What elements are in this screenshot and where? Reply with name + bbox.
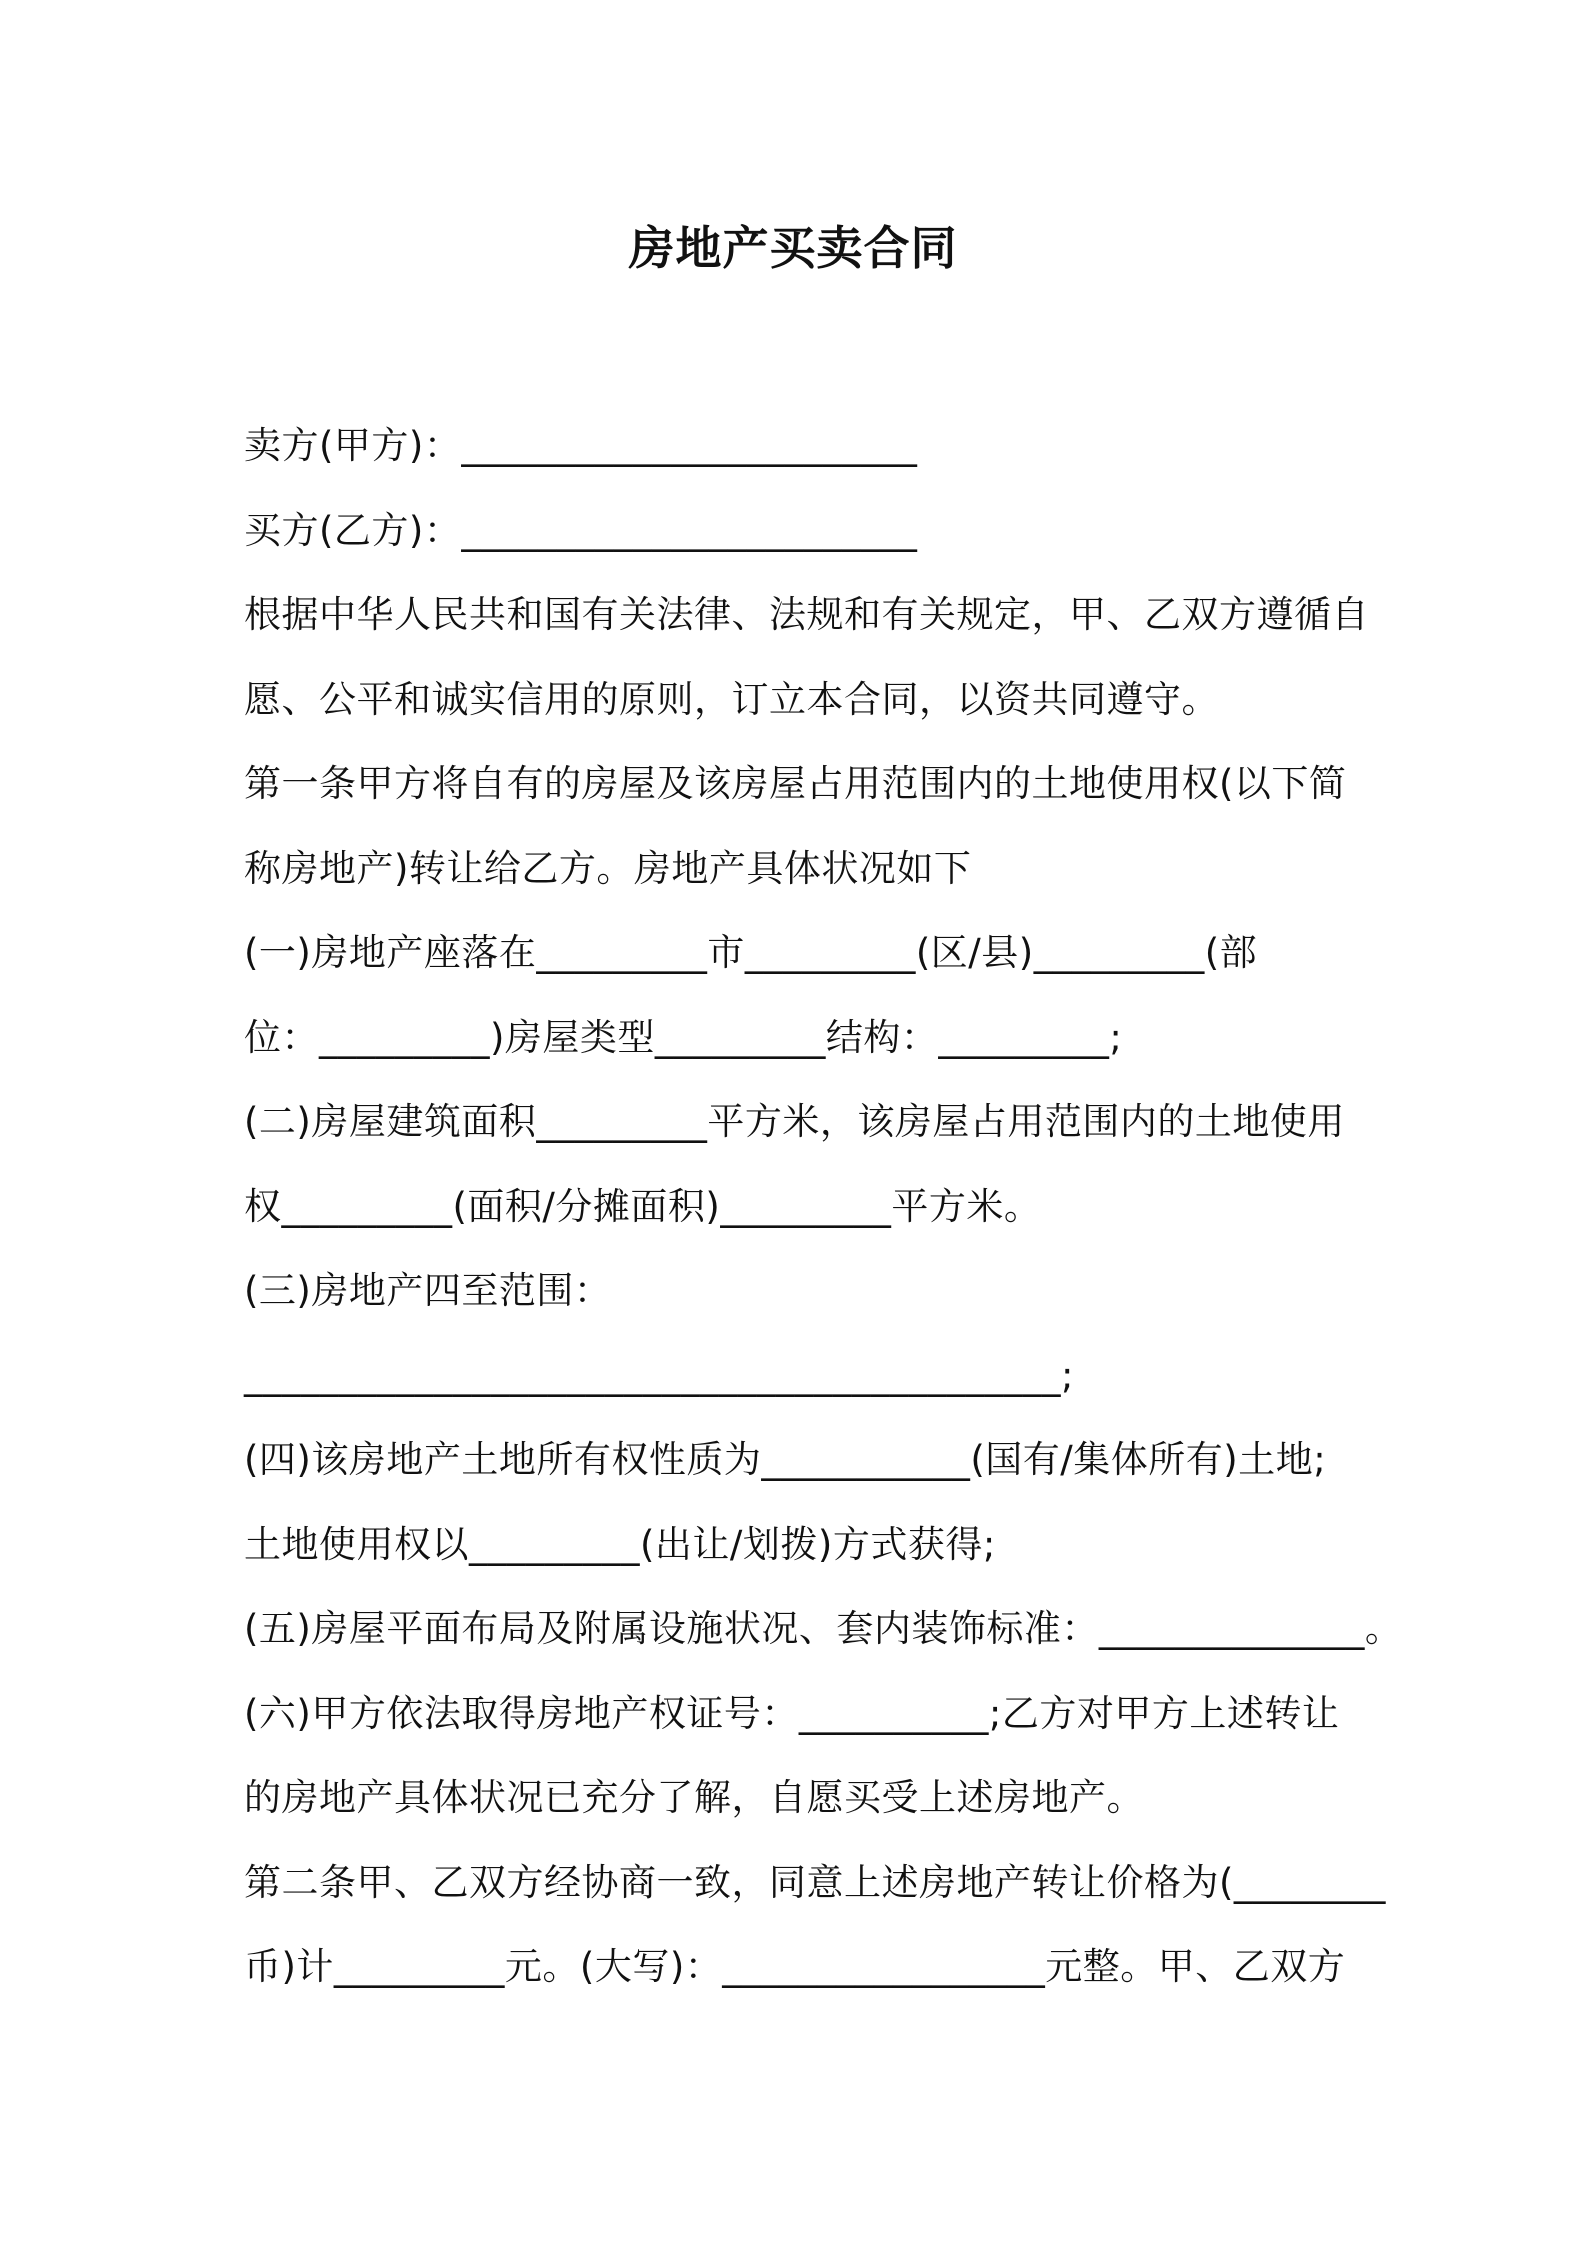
text-line: 第二条甲、乙双方经协商一致，同意上述房地产转让价格为(________ xyxy=(244,1860,1386,1904)
text-line: 币)计_________元。(大写)：_________________元整。甲、乙双方 xyxy=(244,1945,1346,1988)
text-line: 土地使用权以_________(出让/划拨)方式获得; xyxy=(244,1522,996,1566)
text-line: (二)房屋建筑面积_________平方米，该房屋占用范围内的土地使用 xyxy=(244,1100,1345,1143)
text-line: ___________________________________________; xyxy=(244,1353,1074,1397)
document-body xyxy=(244,404,1403,2010)
text-line: 卖方(甲方)：________________________ xyxy=(244,424,918,467)
text-line: (五)房屋平面布局及附属设施状况、套内装饰标准：______________。 xyxy=(244,1607,1403,1650)
text-line: (四)该房地产土地所有权性质为___________(国有/集体所有)土地; xyxy=(244,1438,1327,1481)
text-line: (一)房地产座落在_________市_________(区/县)_________(部 xyxy=(244,931,1258,974)
text-line: 根据中华人民共和国有关法律、法规和有关规定，甲、乙双方遵循自 xyxy=(244,593,1369,636)
text-line: 愿、公平和诚实信用的原则，订立本合同，以资共同遵守。 xyxy=(244,677,1219,721)
text-line: 称房地产)转让给乙方。房地产具体状况如下 xyxy=(244,846,972,890)
text-line: (三)房地产四至范围： xyxy=(244,1269,612,1312)
text-line: 第一条甲方将自有的房屋及该房屋占用范围内的土地使用权(以下简 xyxy=(244,762,1347,805)
text-line: 位：_________)房屋类型_________结构：_________; xyxy=(244,1015,1123,1059)
text-line: 买方(乙方)：________________________ xyxy=(244,508,918,552)
text-line: (六)甲方依法取得房地产权证号：__________;乙方对甲方上述转让 xyxy=(244,1691,1340,1735)
document-title: 房地产买卖合同 xyxy=(628,221,958,275)
text-line: 权_________(面积/分摊面积)_________平方米。 xyxy=(244,1184,1042,1228)
text-line: 的房地产具体状况已充分了解，自愿买受上述房地产。 xyxy=(244,1776,1144,1819)
